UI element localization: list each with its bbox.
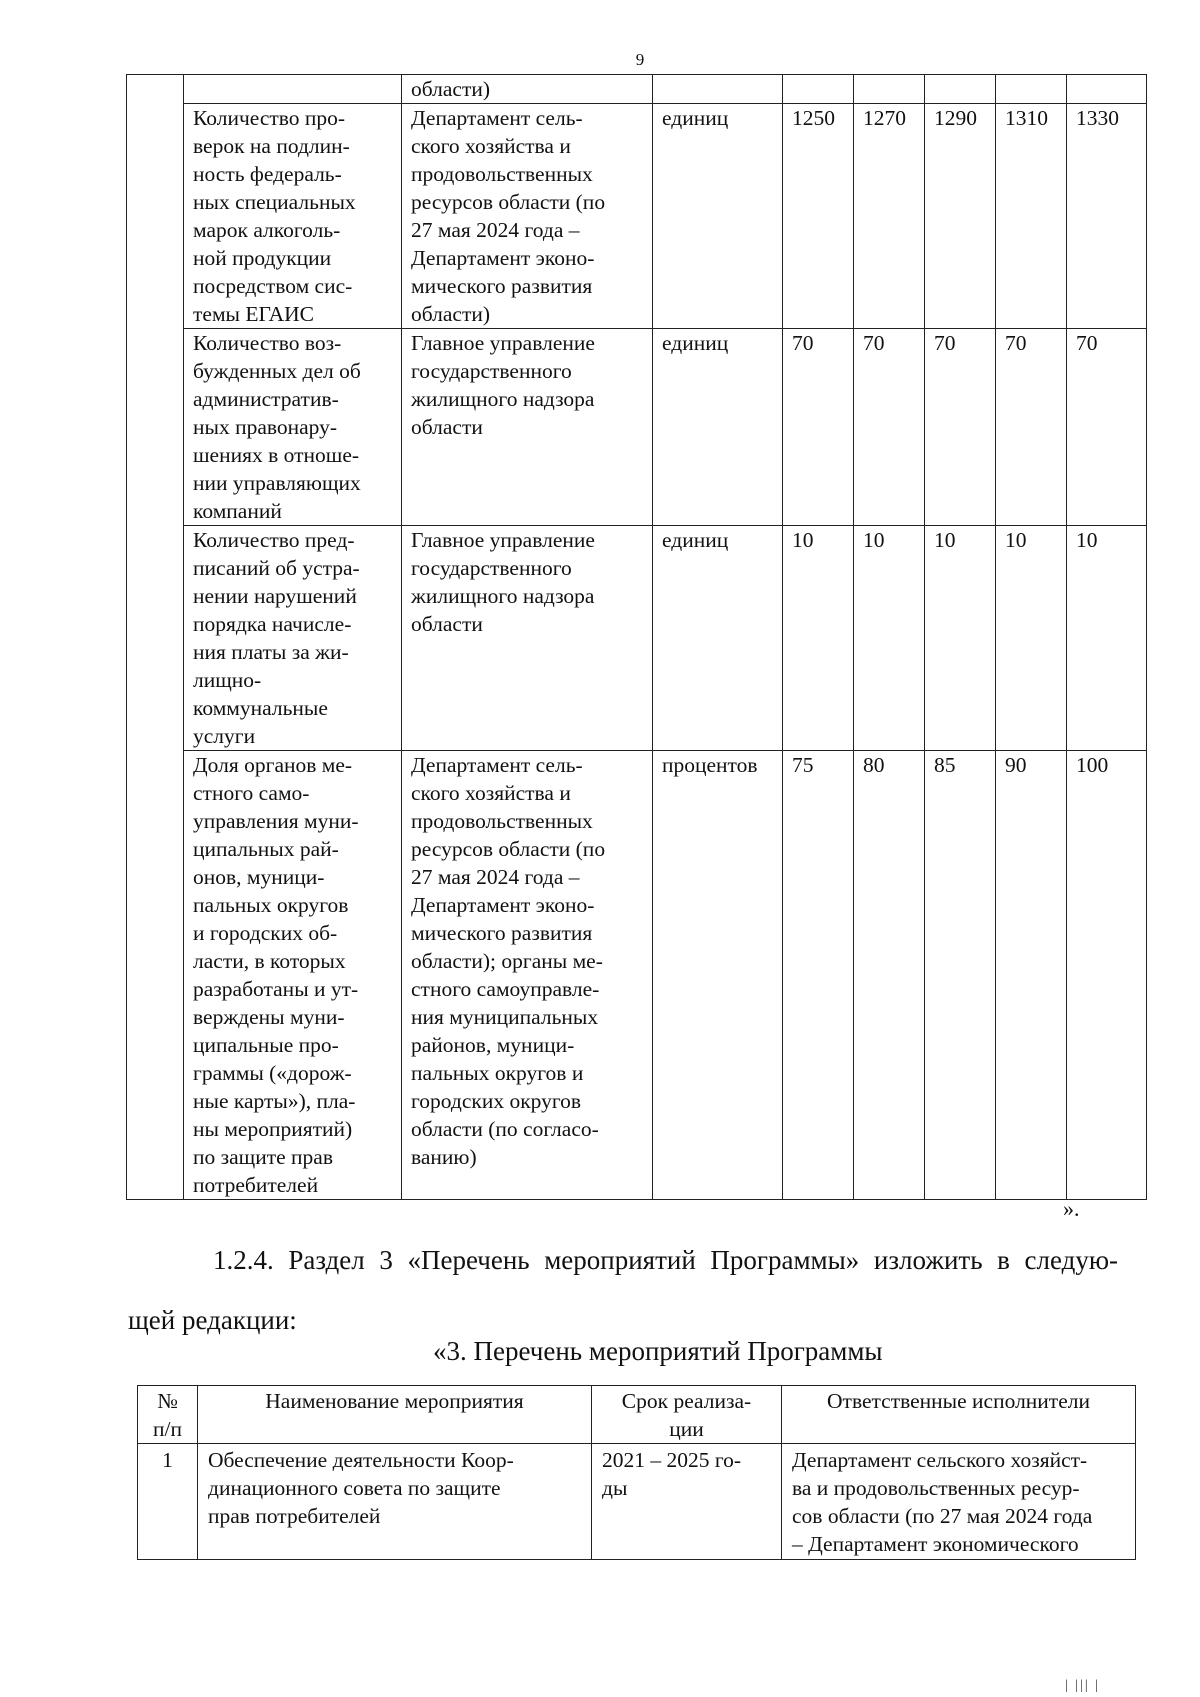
activity-executors: Департамент сельского хозяйст- ва и продовольственных ресур- сов области (по 27 мая 2024 года – Департамент экономического	[782, 1444, 1136, 1560]
paragraph-line-2: щей редакции:	[128, 1305, 297, 1335]
value-2025: 1330	[1067, 104, 1147, 329]
value-2025	[1067, 75, 1147, 104]
responsible-executor: области)	[402, 75, 653, 104]
activity-name: Обеспечение деятельности Коор- динационного совета по защите прав потребителей	[198, 1444, 592, 1560]
table-row	[127, 751, 1147, 1200]
column-header-number: № п/п	[138, 1386, 198, 1444]
value-2021	[783, 75, 854, 104]
responsible-executor: Главное управление государственного жилищного надзора области	[402, 526, 653, 751]
value-2023: 70	[925, 329, 996, 526]
unit: единиц	[653, 104, 783, 329]
value-2022: 70	[854, 329, 925, 526]
value-2023: 10	[925, 526, 996, 751]
table-row	[138, 1444, 1136, 1560]
unit: единиц	[653, 329, 783, 526]
responsible-executor: Департамент сель- ского хозяйства и продовольственных ресурсов области (по 27 мая 2024 года – Департамент эконо- мического развития области)	[402, 104, 653, 329]
section-title: «3. Перечень мероприятий Программы	[433, 1336, 883, 1366]
unit: единиц	[653, 526, 783, 751]
indicator-name: Количество пред- писаний об устра- нении нарушений порядка начисле- ния платы за жи- лищно- коммунальные услуги	[184, 526, 402, 751]
value-2025: 100	[1067, 751, 1147, 1200]
value-2022	[854, 75, 925, 104]
value-2023: 85	[925, 751, 996, 1200]
value-2021: 1250	[783, 104, 854, 329]
responsible-executor: Департамент сель- ского хозяйства и продовольственных ресурсов области (по 27 мая 2024 года – Департамент эконо- мического развития области); органы ме- стного самоуправле- ния муниципальных районов, муници- пальных округов и городских округов области (по согласо- ванию)	[402, 751, 653, 1200]
unit: процентов	[653, 751, 783, 1200]
value-2024	[996, 75, 1067, 104]
value-2022: 80	[854, 751, 925, 1200]
column-header-executors: Ответственные исполнители	[782, 1386, 1136, 1444]
value-2024: 90	[996, 751, 1067, 1200]
indicators-table	[126, 74, 1147, 1200]
scan-marks: | ||| |	[1065, 1678, 1101, 1693]
paragraph-line-1: 1.2.4. Раздел 3 «Перечень мероприятий Программы» изложить в следую-	[213, 1245, 1118, 1275]
activity-number: 1	[138, 1444, 198, 1560]
page-number: 9	[635, 50, 645, 69]
value-2025: 70	[1067, 329, 1147, 526]
value-2025: 10	[1067, 526, 1147, 751]
table-header-row	[138, 1386, 1136, 1444]
value-2022: 10	[854, 526, 925, 751]
value-2021: 10	[783, 526, 854, 751]
activities-table	[137, 1385, 1136, 1560]
column-header-period: Срок реализа- ции	[592, 1386, 782, 1444]
table-row	[127, 104, 1147, 329]
value-2023	[925, 75, 996, 104]
unit	[653, 75, 783, 104]
activity-period: 2021 – 2025 го- ды	[592, 1444, 782, 1560]
value-2021: 75	[783, 751, 854, 1200]
indicator-name: Количество воз- бужденных дел об административ- ных правонару- шениях в отноше- нии управляющих компаний	[184, 329, 402, 526]
value-2024: 1310	[996, 104, 1067, 329]
table-row	[127, 526, 1147, 751]
value-2023: 1290	[925, 104, 996, 329]
responsible-executor: Главное управление государственного жилищного надзора области	[402, 329, 653, 526]
indicator-name: Доля органов ме- стного само- управления муни- ципальных рай- онов, муници- пальных округов и городских об- ласти, в которых разработаны и ут- верждены муни- ципальные про- граммы («дорож- ные карты»), пла- ны мероприятий) по защите прав потребителей	[184, 751, 402, 1200]
table-row	[127, 75, 1147, 104]
column-header-name: Наименование мероприятия	[198, 1386, 592, 1444]
value-2024: 10	[996, 526, 1067, 751]
value-2021: 70	[783, 329, 854, 526]
table-row	[127, 329, 1147, 526]
closing-quote: ».	[1063, 1196, 1080, 1221]
value-2022: 1270	[854, 104, 925, 329]
value-2024: 70	[996, 329, 1067, 526]
indicator-name	[184, 75, 402, 104]
row-number-cell	[127, 75, 184, 1200]
indicator-name: Количество про- верок на подлин- ность федераль- ных специальных марок алкоголь- ной продукции посредством сис- темы ЕГАИС	[184, 104, 402, 329]
